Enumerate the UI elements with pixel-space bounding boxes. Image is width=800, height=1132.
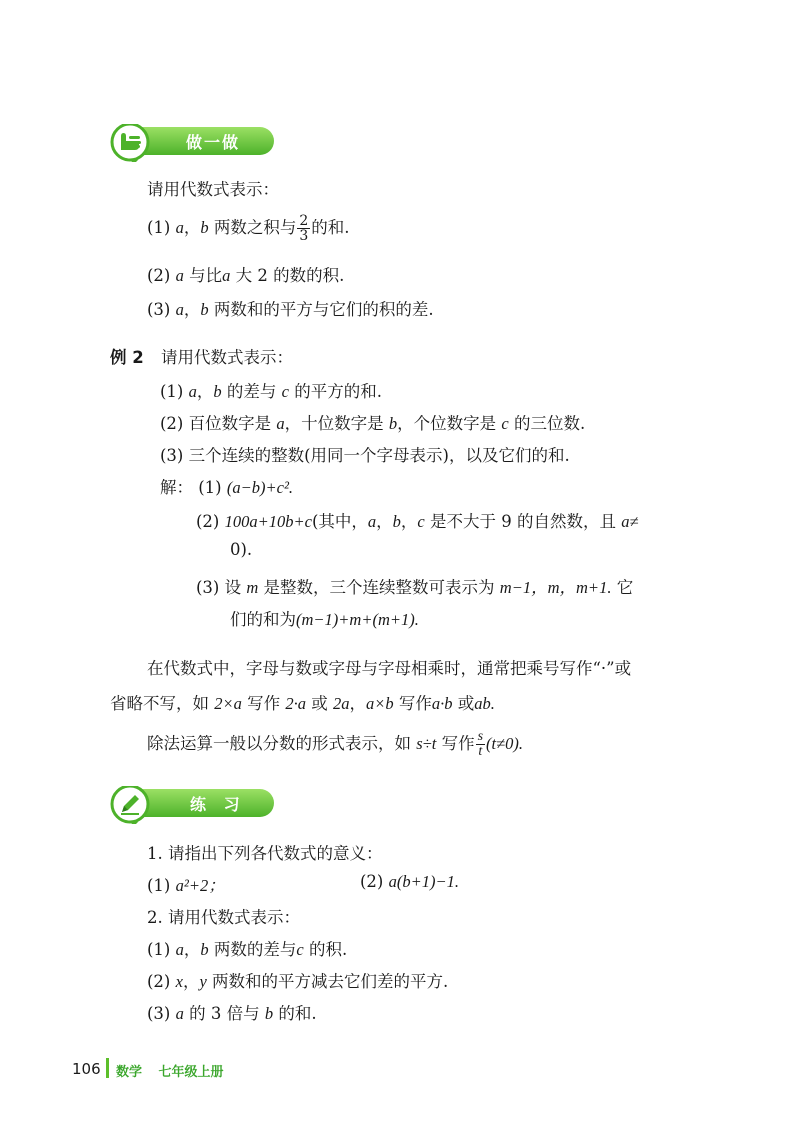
item-number: (1) <box>198 478 222 497</box>
item-number: (3) <box>147 300 171 319</box>
paragraph-division <box>147 730 523 759</box>
separator: ， <box>183 218 201 237</box>
var-a: a <box>175 1004 184 1023</box>
item-text: 设 <box>224 578 242 597</box>
section1-item-3 <box>147 296 434 320</box>
var-m: m <box>246 578 259 597</box>
expression: ab. <box>474 694 495 713</box>
solution-label: 解： <box>160 478 193 497</box>
expression: 2·a <box>285 694 307 713</box>
item-text: 两数之积与 <box>213 218 297 237</box>
item-number: (3) <box>147 1004 171 1023</box>
item-text-end: 大 2 的数的积. <box>235 266 345 285</box>
practice-2-a <box>147 936 347 960</box>
practice-1: 1. 请指出下列各代数式的意义： <box>147 844 383 863</box>
item-text: 三个连续的整数(用同一个字母表示)，以及它们的和. <box>188 446 570 465</box>
item-number: (2) <box>147 266 171 285</box>
var-b: b <box>200 940 209 959</box>
practice-2-c <box>147 1000 317 1024</box>
item-text: 的 3 倍与 <box>189 1004 260 1023</box>
item-number: (3) <box>196 578 220 597</box>
fraction-two-thirds <box>297 214 310 243</box>
var-y: y <box>199 972 207 991</box>
practice-1-a <box>147 872 225 896</box>
item-text: 是不大于 9 的自然数，且 <box>429 512 616 531</box>
item-text: 百位数字是 <box>188 414 272 433</box>
item-text: 是整数，三个连续整数可表示为 <box>263 578 495 597</box>
var-a: a <box>175 218 184 237</box>
numerator: s <box>477 729 484 744</box>
item-text-end: 两数和的平方减去它们差的平方. <box>212 972 449 991</box>
var-b: b <box>264 1004 274 1023</box>
example-header <box>110 344 293 368</box>
para-text: 省略不写，如 <box>110 694 209 713</box>
para-text: 或 <box>457 694 475 713</box>
separator: ， <box>196 382 214 401</box>
practice-2-b <box>147 968 448 992</box>
item-number: (2) <box>196 512 220 531</box>
item-text-end: 它 <box>616 578 634 597</box>
var-b: b <box>200 300 209 319</box>
item-text: 两数的差与 <box>213 940 297 959</box>
var-c: c <box>281 382 289 401</box>
solution-3-line2 <box>230 606 419 630</box>
footer-subject: 数学 <box>116 1065 143 1080</box>
paragraph-multiplication-line1: 在代数式中，字母与数或字母与字母相乘时，通常把乘号写作“·”或 <box>147 659 632 678</box>
var-a: a <box>175 940 184 959</box>
footer-grade: 七年级上册 <box>158 1065 224 1080</box>
footer-divider <box>106 1058 109 1078</box>
var-a: a <box>222 266 231 285</box>
item-number: (1) <box>147 940 171 959</box>
item-text: 的差与 <box>226 382 277 401</box>
practice-2: 2. 请用代数式表示： <box>147 908 300 927</box>
item-number: (3) <box>160 446 184 465</box>
item-text-end: 的三位数. <box>513 414 586 433</box>
section-banner-do <box>108 124 278 158</box>
denominator: t <box>478 744 483 759</box>
section1-item-2 <box>147 262 344 286</box>
item-text-end: 两数和的平方与它们的积的差. <box>213 300 434 319</box>
item-text: 们的和为 <box>230 610 296 629</box>
var-x: x <box>175 972 183 991</box>
separator: ， <box>182 972 200 991</box>
pencil-icon <box>117 791 143 817</box>
example-question-2 <box>160 410 585 434</box>
separator: ， <box>183 940 201 959</box>
para-text: 或 <box>311 694 328 713</box>
example-label: 例 2 <box>110 348 144 367</box>
item-text-end: 的和. <box>278 1004 317 1023</box>
var-b: b <box>213 382 222 401</box>
numerator: 2 <box>299 213 309 229</box>
expression: a(b+1)−1. <box>388 872 460 891</box>
para-text: 写作 <box>398 694 432 713</box>
item-number: (1) <box>147 218 171 237</box>
var-a: a <box>276 414 285 433</box>
item-text: 与比 <box>189 266 223 285</box>
solution-2 <box>196 508 639 532</box>
item-number: (2) <box>360 872 384 891</box>
var-c: c <box>296 940 304 959</box>
separator: ， <box>183 300 201 319</box>
item-text: ，十位数字是 <box>284 414 384 433</box>
banner-title: 做一做 <box>186 133 241 152</box>
expression: a×b <box>366 694 394 713</box>
para-text: 除法运算一般以分数的形式表示，如 <box>147 734 411 753</box>
var-a: a <box>367 512 377 531</box>
expression: (a−b)+c². <box>226 478 294 497</box>
paragraph-multiplication-line2 <box>110 690 495 714</box>
expression: 100a+10b+c <box>224 512 312 531</box>
item-text: (其中， <box>311 512 368 531</box>
example-question-3 <box>160 442 570 466</box>
expression: (t≠0). <box>486 734 524 753</box>
section-banner-practice <box>108 786 278 820</box>
item-number: (1) <box>147 876 171 895</box>
footer-book-title <box>116 1061 224 1080</box>
fraction-s-over-t <box>476 730 485 759</box>
solution-2-line2: 0). <box>230 540 253 559</box>
expression: (m−1)+m+(m+1). <box>296 610 419 629</box>
expression: a²+2； <box>175 876 225 895</box>
item-text: ，个位数字是 <box>397 414 497 433</box>
var-c: c <box>501 414 509 433</box>
expression: 2×a <box>214 694 242 713</box>
item-text-end: 的平方的和. <box>294 382 382 401</box>
separator: ， <box>349 694 367 713</box>
expression: a·b <box>431 694 453 713</box>
example-intro: 请用代数式表示： <box>160 348 293 367</box>
var-c: c <box>417 512 425 531</box>
banner-title: 练 习 <box>190 795 246 814</box>
section1-item-1 <box>147 214 350 243</box>
var-b: b <box>200 218 209 237</box>
var-a: a <box>175 266 184 285</box>
section1-intro: 请用代数式表示： <box>147 180 279 199</box>
var-b: b <box>388 414 398 433</box>
expression: 2a <box>333 694 350 713</box>
denominator: 3 <box>299 228 309 244</box>
expression: s÷t <box>416 734 437 753</box>
solution-1 <box>160 474 293 498</box>
condition: a≠ <box>621 512 639 531</box>
page-number: 106 <box>72 1060 101 1078</box>
expression: m−1，m，m+1. <box>499 578 612 597</box>
para-text: 写作 <box>441 734 475 753</box>
var-a: a <box>188 382 197 401</box>
item-text-end: 的积. <box>308 940 348 959</box>
item-number: (2) <box>160 414 184 433</box>
var-a: a <box>175 300 184 319</box>
solution-3 <box>196 574 633 598</box>
item-number: (1) <box>160 382 184 401</box>
practice-1-b <box>360 872 459 892</box>
separator: ， <box>376 512 393 531</box>
item-number: (2) <box>147 972 171 991</box>
pointing-hand-icon <box>118 130 144 154</box>
var-b: b <box>392 512 401 531</box>
item-text-end: 的和. <box>311 218 350 237</box>
para-text: 写作 <box>247 694 281 713</box>
separator: ， <box>400 512 418 531</box>
example-question-1 <box>160 378 382 402</box>
